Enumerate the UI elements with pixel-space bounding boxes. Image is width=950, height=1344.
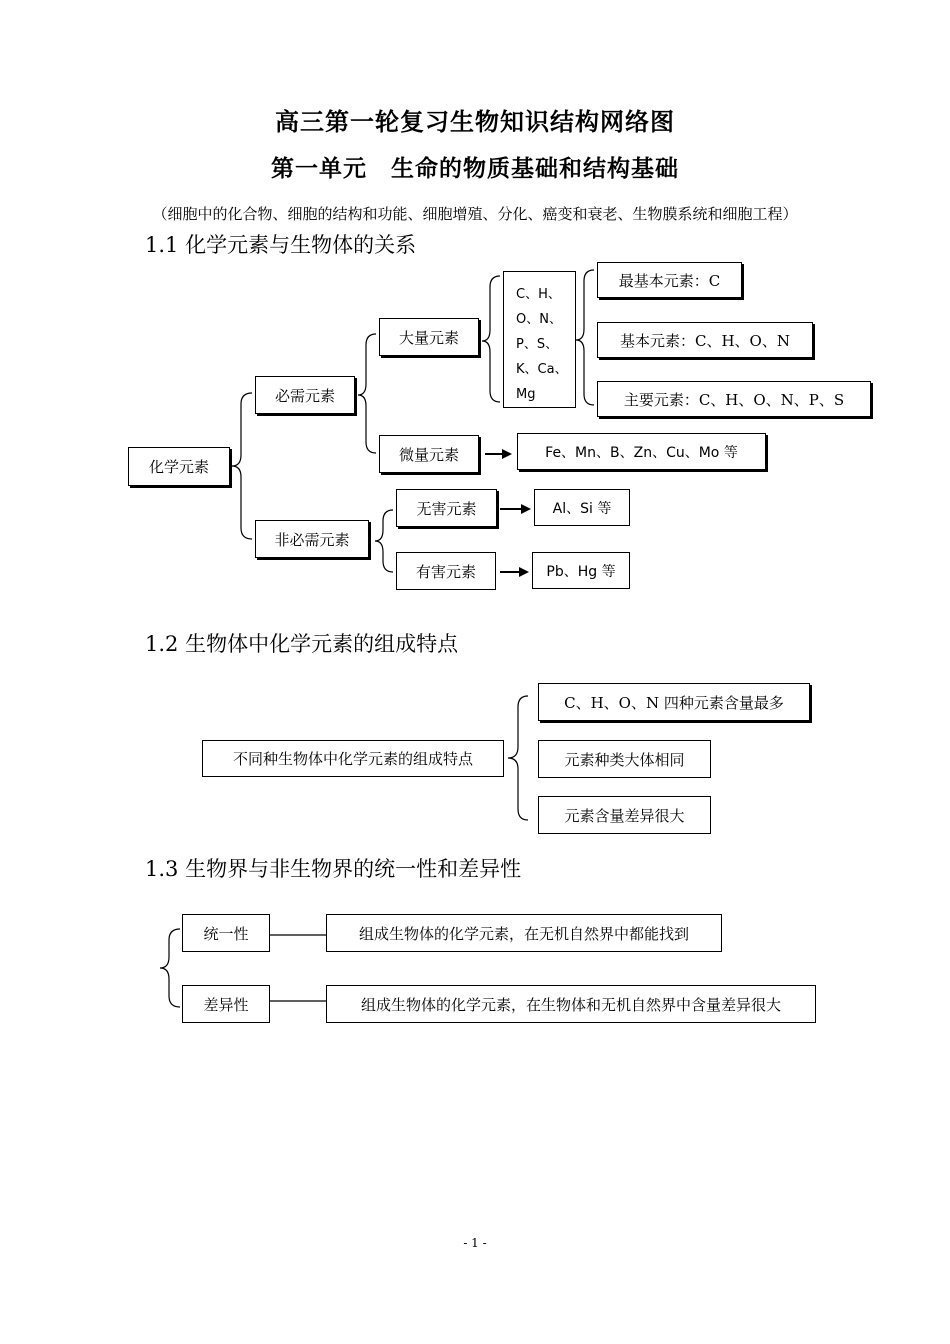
unit-title: 第一单元 生命的物质基础和结构基础 (271, 155, 679, 182)
macro-element-line: K、Ca、 (516, 362, 568, 377)
feature-item: 元素种类大体相同 (538, 740, 711, 778)
node-difference: 差异性 (182, 985, 270, 1023)
node-main-elements: 主要元素：C、H、O、N、P、S (597, 381, 871, 417)
section-heading-1-1: 1.1 化学元素与生物体的关系 (145, 233, 417, 257)
node-essential-elements: 必需元素 (255, 376, 355, 414)
node-non-essential-elements: 非必需元素 (255, 520, 369, 558)
node-chemical-elements: 化学元素 (128, 447, 230, 486)
feature-item: C、H、O、N 四种元素含量最多 (538, 683, 810, 721)
unit-scope: （细胞中的化合物、细胞的结构和功能、细胞增殖、分化、癌变和衰老、生物膜系统和细胞工程） (152, 205, 798, 223)
node-harmless-elements: 无害元素 (396, 489, 497, 527)
node-macro-elements: 大量元素 (379, 318, 479, 356)
node-composition-features: 不同种生物体中化学元素的组成特点 (202, 740, 504, 777)
section-heading-1-3: 1.3 生物界与非生物界的统一性和差异性 (145, 857, 522, 881)
macro-element-line: Mg (516, 387, 536, 402)
page-number: - 1 - (463, 1236, 487, 1250)
node-harmful-elements: 有害元素 (396, 552, 496, 590)
macro-element-line: C、H、 (516, 287, 561, 302)
node-basic-elements: 基本元素：C、H、O、N (597, 322, 813, 358)
document-title: 高三第一轮复习生物知识结构网络图 (275, 107, 675, 136)
node-micro-elements-list: Fe、Mn、B、Zn、Cu、Mo 等 (517, 433, 766, 470)
node-most-basic-element: 最基本元素：C (597, 262, 742, 298)
macro-element-line: O、N、 (516, 312, 562, 327)
macro-elements-list (503, 271, 576, 408)
node-harmful-list: Pb、Hg 等 (532, 552, 630, 589)
macro-element-line: P、S、 (516, 337, 559, 352)
section-heading-1-2: 1.2 生物体中化学元素的组成特点 (145, 632, 459, 656)
feature-item: 元素含量差异很大 (538, 796, 711, 834)
node-difference-description: 组成生物体的化学元素，在生物体和无机自然界中含量差异很大 (326, 985, 816, 1023)
node-harmless-list: Al、Si 等 (534, 489, 630, 526)
node-unity: 统一性 (182, 914, 270, 952)
node-unity-description: 组成生物体的化学元素，在无机自然界中都能找到 (326, 914, 722, 952)
node-micro-elements: 微量元素 (379, 435, 479, 473)
